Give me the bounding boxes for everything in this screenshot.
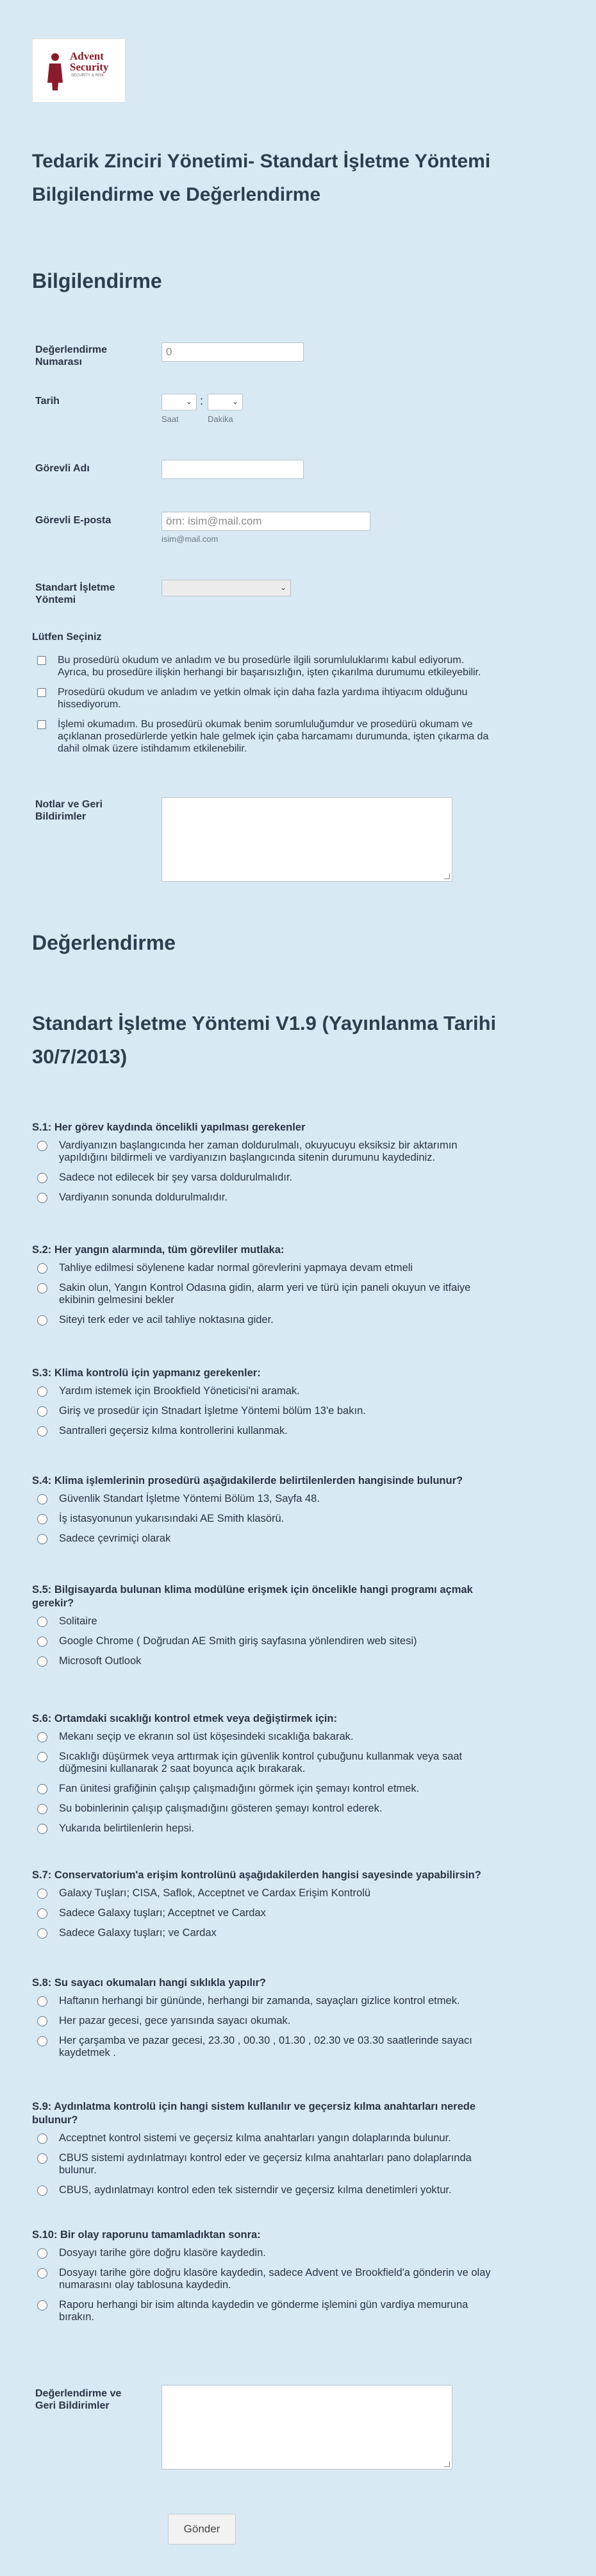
radio-option[interactable] xyxy=(37,1784,47,1794)
radio-option[interactable] xyxy=(37,2268,47,2278)
question-text: S.4: Klima işlemlerinin prosedürü aşağıdakilerde belirtilenlerden hangisinde bulunur? xyxy=(32,1475,463,1486)
radio-option-label: Tahliye edilmesi söylenene kadar normal görevlerini yapmaya devam etmeli xyxy=(59,1262,413,1274)
submit-button[interactable]: Gönder xyxy=(168,2514,236,2545)
feedback-textarea[interactable] xyxy=(161,2385,452,2470)
radio-option-label: Google Chrome ( Doğrudan AE Smith giriş sayfasına yönlendiren web sitesi) xyxy=(59,1635,417,1647)
radio-option[interactable] xyxy=(37,1386,47,1397)
radio-option[interactable] xyxy=(37,1996,47,2007)
radio-option[interactable] xyxy=(37,2036,47,2046)
question-text: S.8: Su sayacı okumaları hangi sıklıkla yapılır? xyxy=(32,1977,266,1989)
radio-option[interactable] xyxy=(37,1804,47,1814)
question-text: S.5: Bilgisayarda bulunan klima modülüne erişmek için öncelikle hangi programı açmak gerekir? xyxy=(32,1584,473,1609)
radio-option[interactable] xyxy=(37,1617,47,1627)
radio-option-label: Sıcaklığı düşürmek veya arttırmak için güvenlik kontrol çubuğunu kullanmak veya saat düğmesini kullanarak 2 saat boyunca açık bırakarak. xyxy=(59,1751,463,1774)
chevron-down-icon: ⌄ xyxy=(279,583,286,592)
section-heading-evaluation: Değerlendirme xyxy=(32,931,176,954)
checkbox-label: İşlemi okumadım. Bu prosedürü okumak benim sorumluluğumdur ve prosedürü okumam ve açıklanan prosedürlerde yetkin hale gelmek için çaba harcamamı durumunda, işten çıkarma da dahil olmak üzere istihdamım etkilenebilir. xyxy=(58,719,489,754)
radio-option-label: Santralleri geçersiz kılma kontrollerini kullanmak. xyxy=(59,1425,288,1436)
question-text: S.7: Conservatorium'a erişim kontrolünü aşağıdakilerden hangisi sayesinde yapabilirsin? xyxy=(32,1869,481,1881)
radio-option[interactable] xyxy=(37,1928,47,1939)
radio-option[interactable] xyxy=(37,2248,47,2259)
minute-select[interactable] xyxy=(208,394,243,410)
radio-option-label: Her pazar gecesi, gece yarısında sayacı okumak. xyxy=(59,2015,291,2026)
radio-option[interactable] xyxy=(37,1406,47,1417)
radio-option-label: İş istasyonunun yukarısındaki AE Smith klasörü. xyxy=(59,1513,285,1524)
officer-email-input[interactable]: örn: isim@mail.com xyxy=(161,512,370,531)
radio-option[interactable] xyxy=(37,1263,47,1274)
eval-number-label: Değerlendirme Numarası xyxy=(35,344,108,367)
radio-option[interactable] xyxy=(37,1494,47,1504)
radio-option[interactable] xyxy=(37,1889,47,1899)
sop-select[interactable] xyxy=(161,580,291,596)
radio-option[interactable] xyxy=(37,1908,47,1919)
radio-option[interactable] xyxy=(37,1637,47,1647)
minute-sublabel: Dakika xyxy=(208,414,233,424)
radio-option-label: Vardiyanızın başlangıcında her zaman doldurulmalı, okuyucuyu eksiksiz bir aktarımın yapıldığını bildirmeli ve vardiyanızın başlangıcında sitenin durumunu kaydediniz. xyxy=(59,1140,458,1163)
radio-option-label: Galaxy Tuşları; CISA, Saflok, Acceptnet ve Cardax Erişim Kontrolü xyxy=(59,1887,371,1899)
chevron-down-icon: ⌄ xyxy=(231,397,238,406)
radio-option-label: Acceptnet kontrol sistemi ve geçersiz kılma anahtarları yangın dolaplarında bulunur. xyxy=(59,2132,451,2144)
radio-option-label: Sadece çevrimiçi olarak xyxy=(59,1533,171,1544)
radio-option-label: Fan ünitesi grafiğinin çalışıp çalışmadığını görmek için şemayı kontrol etmek. xyxy=(59,1783,420,1794)
radio-option[interactable] xyxy=(37,1283,47,1293)
hour-sublabel: Saat xyxy=(161,414,179,424)
feedback-label: Değerlendirme ve Geri Bildirimler xyxy=(35,2388,122,2411)
company-logo xyxy=(32,38,126,103)
radio-option[interactable] xyxy=(37,1656,47,1667)
radio-option[interactable] xyxy=(37,1315,47,1326)
radio-option[interactable] xyxy=(37,1732,47,1742)
date-label: Tarih xyxy=(35,396,60,407)
radio-option[interactable] xyxy=(37,1514,47,1524)
radio-option[interactable] xyxy=(37,1141,47,1151)
radio-option-label: Sadece not edilecek bir şey varsa doldurulmalıdır. xyxy=(59,1172,293,1183)
logo-tagline: SECURITY & RISK xyxy=(71,74,104,78)
radio-option-label: Güvenlik Standart İşletme Yöntemi Bölüm 13, Sayfa 48. xyxy=(59,1493,320,1504)
radio-option[interactable] xyxy=(37,2153,47,2164)
checkbox[interactable] xyxy=(37,720,46,729)
radio-option-label: Her çarşamba ve pazar gecesi, 23.30 , 00.30 , 01.30 , 02.30 ve 03.30 saatlerinde sayacı kaydetmek . xyxy=(59,2035,472,2058)
radio-option[interactable] xyxy=(37,1173,47,1183)
radio-option-label: Dosyayı tarihe göre doğru klasöre kaydedin. xyxy=(59,2247,266,2259)
checkbox-label: Bu prosedürü okudum ve anladım ve bu prosedürle ilgili sorumluluklarımı kabul ediyorum. Ayrıca, bu prosedüre ilişkin herhangi bir başarısızlığın, işten çıkarılma durumumu etkileyebilir. xyxy=(58,655,481,678)
radio-option-label: Sadece Galaxy tuşları; ve Cardax xyxy=(59,1927,217,1939)
officer-name-input[interactable] xyxy=(161,460,304,479)
radio-option-label: CBUS, aydınlatmayı kontrol eden tek sisterndir ve geçersiz kılma denetimleri yoktur. xyxy=(59,2184,452,2196)
logo-figure-icon xyxy=(46,51,65,92)
question-text: S.6: Ortamdaki sıcaklığı kontrol etmek veya değiştirmek için: xyxy=(32,1713,337,1724)
radio-option[interactable] xyxy=(37,1426,47,1436)
question-text: S.9: Aydınlatma kontrolü için hangi sistem kullanılır ve geçersiz kılma anahtarları nerede bulunur? xyxy=(32,2101,476,2126)
radio-option-label: Su bobinlerinin çalışıp çalışmadığını gösteren şemayı kontrol ederek. xyxy=(59,1803,383,1814)
radio-option-label: Sadece Galaxy tuşları; Acceptnet ve Cardax xyxy=(59,1907,266,1919)
officer-name-label: Görevli Adı xyxy=(35,463,90,474)
sop-title: Standart İşletme Yöntemi V1.9 (Yayınlanma Tarihi 30/7/2013) xyxy=(32,1012,497,1068)
question-text: S.1: Her görev kaydında öncelikli yapılması gerekenler xyxy=(32,1122,306,1133)
radio-option[interactable] xyxy=(37,1824,47,1834)
notes-textarea[interactable] xyxy=(161,797,452,882)
radio-option-label: Giriş ve prosedür için Stnadart İşletme Yöntemi bölüm 13'e bakın. xyxy=(59,1405,366,1417)
email-sublabel: isim@mail.com xyxy=(161,534,219,544)
hour-select[interactable] xyxy=(161,394,197,410)
radio-option-label: Yardım istemek için Brookfield Yöneticisi'ni aramak. xyxy=(59,1385,300,1397)
officer-email-label: Görevli E-posta xyxy=(35,515,112,526)
radio-option-label: Yukarıda belirtilenlerin hepsi. xyxy=(59,1823,194,1834)
question-text: S.10: Bir olay raporunu tamamladıktan sonra: xyxy=(32,2229,261,2241)
time-separator: : xyxy=(200,394,204,407)
radio-option-label: Siteyi terk eder ve acil tahliye noktasına gider. xyxy=(59,1314,274,1326)
radio-option[interactable] xyxy=(37,1752,47,1762)
radio-option-label: Haftanın herhangi bir gününde, herhangi bir zamanda, sayaçları gizlice kontrol etmek. xyxy=(59,1995,460,2007)
radio-option-label: Sakin olun, Yangın Kontrol Odasına gidin, alarm yeri ve türü için paneli okuyun ve itfaiye ekibinin gelmesini bekler xyxy=(59,1282,471,1306)
question-text: S.3: Klima kontrolü için yapmanız gerekenler: xyxy=(32,1367,261,1379)
radio-option[interactable] xyxy=(37,2134,47,2144)
radio-option-label: Solitaire xyxy=(59,1615,97,1627)
radio-option[interactable] xyxy=(37,2016,47,2026)
radio-option-label: Raporu herhangi bir isim altında kaydedin ve gönderme işlemini gün vardiya memuruna bırakın. xyxy=(59,2299,468,2323)
checkbox[interactable] xyxy=(37,688,46,697)
notes-label: Notlar ve Geri Bildirimler xyxy=(35,799,103,822)
radio-option[interactable] xyxy=(37,2300,47,2311)
radio-option-label: Microsoft Outlook xyxy=(59,1655,142,1667)
radio-option[interactable] xyxy=(37,2185,47,2196)
radio-option[interactable] xyxy=(37,1193,47,1203)
section-heading-info: Bilgilendirme xyxy=(32,269,162,292)
resize-handle[interactable] xyxy=(444,2461,450,2467)
radio-option-label: Mekanı seçip ve ekranın sol üst köşesindeki sıcaklığa bakarak. xyxy=(59,1731,354,1742)
resize-handle[interactable] xyxy=(444,873,450,879)
checkbox-group-label: Lütfen Seçiniz xyxy=(32,632,102,643)
radio-option[interactable] xyxy=(37,1534,47,1544)
radio-option-label: Vardiyanın sonunda doldurulmalıdır. xyxy=(59,1191,228,1203)
radio-option-label: CBUS sistemi aydınlatmayı kontrol eder ve geçersiz kılma anahtarları pano dolaplarında bulunur. xyxy=(59,2152,472,2176)
chevron-down-icon: ⌄ xyxy=(185,397,192,406)
checkbox[interactable] xyxy=(37,656,46,665)
radio-option-label: Dosyayı tarihe göre doğru klasöre kaydedin, sadece Advent ve Brookfield'a gönderin ve olay numarasını olay tablosuna kaydedin. xyxy=(59,2267,491,2291)
checkbox-label: Prosedürü okudum ve anladım ve yetkin olmak için daha fazla yardıma ihtiyacım olduğunu hissediyorum. xyxy=(58,687,468,710)
form-title: Tedarik Zinciri Yönetimi- Standart İşletme Yöntemi Bilgilendirme ve Değerlendirme xyxy=(32,151,491,205)
sop-label: Standart İşletme Yöntemi xyxy=(35,582,115,605)
eval-number-input[interactable]: 0 xyxy=(161,342,304,362)
logo-brand: Advent Security xyxy=(70,50,109,73)
question-text: S.2: Her yangın alarmında, tüm görevliler mutlaka: xyxy=(32,1244,285,1256)
